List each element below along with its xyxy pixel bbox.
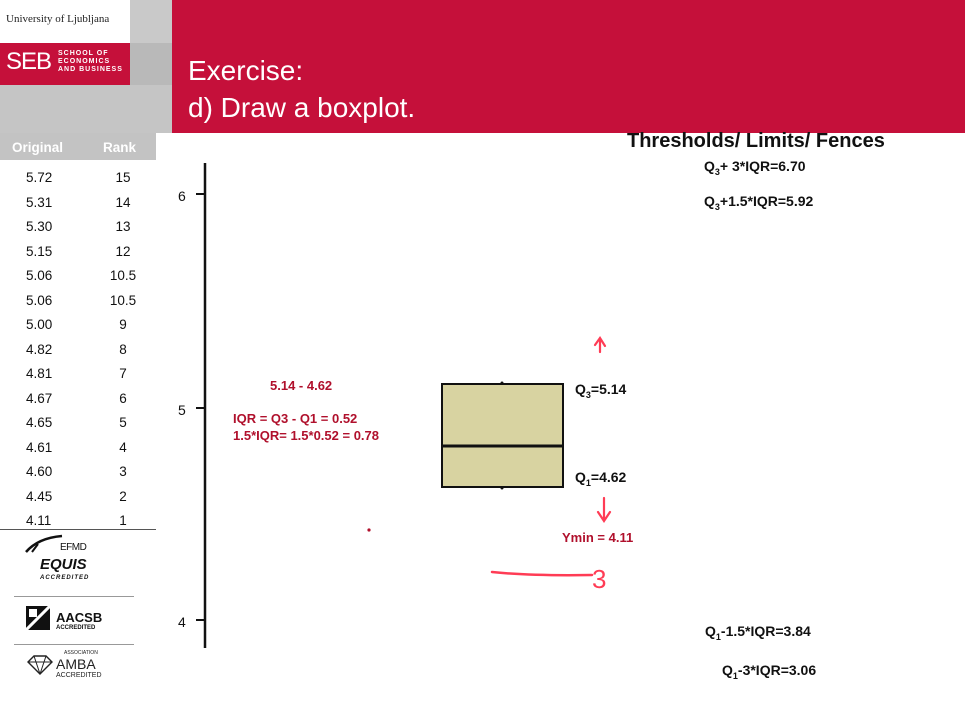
original-value-cell: 5.15 [26,243,53,259]
original-value-cell: 5.30 [26,219,53,234]
original-value-cell: 4.60 [26,464,53,479]
rank-cell: 4 [119,439,127,455]
rank-cell: 6 [119,390,127,406]
original-value-cell: 4.67 [26,390,53,406]
rank-cell: 10.5 [109,268,137,283]
original-value-cell: 5.72 [26,170,53,185]
lower-inner-fence: $Q_1-1.5*IQR=3.84$ [705,623,811,642]
q3-label: $Q_3=5.14$ [575,381,627,400]
tick-label-6: 6 [178,188,186,204]
upper-inner-fence: $Q_3+1.5*IQR=5.92$ [704,193,814,212]
lower-outer-fence: $Q_1-3*IQR=3.06$ [722,662,817,681]
seb-logo-text: SEB [6,48,52,75]
column-header-rank: Rank [103,140,137,155]
rank-cell: 14 [115,194,131,210]
rank-cell: 13 [115,219,131,234]
rank-cell: 1 [119,513,127,528]
rank-cell: 2 [119,488,127,504]
iqr-formula: IQR = Q3 - Q1 = 0.52 [233,411,358,426]
q1-label: $Q_1=4.62$ [575,469,627,488]
iqr-box [442,384,563,487]
rank-cell: 9 [119,317,127,332]
ymin-label: Ymin = 4.11 [562,530,634,545]
red-dot [367,528,370,531]
seb-logo-subtitle: SCHOOL OF ECONOMICS AND BUSINESS [58,50,123,73]
original-value-cell: 4.45 [26,488,53,504]
rank-cell: 5 [119,415,127,430]
title-line-2: d) Draw a boxplot. [188,92,416,123]
university-name: University of Ljubljana [6,13,110,25]
original-value-cell: 4.81 [26,366,53,381]
iqr-1-5-formula: 1.5*IQR= 1.5*0.52 = 0.78 [233,428,379,443]
red-pen-three: 3 [592,564,607,594]
original-value-cell: 5.06 [26,292,53,308]
original-value-cell: 5.06 [26,268,53,283]
tick-label-5: 5 [178,402,186,418]
rank-cell: 15 [115,170,131,185]
original-value-cell: 5.31 [26,194,53,210]
box-top-dot [501,382,504,385]
rank-cell: 10.5 [109,292,137,308]
aacsb-logo: AACSB ACCREDITED [26,606,136,636]
column-header-original: Original [12,140,64,155]
rank-cell: 8 [119,341,127,357]
rank-cell: 7 [119,366,127,381]
box-bottom-dot [501,487,504,490]
original-value-cell: 4.61 [26,439,53,455]
up-arrow-icon [595,338,605,352]
rank-cell: 12 [115,243,131,259]
original-value-cell: 4.11 [26,513,52,528]
fences-heading: Thresholds/ Limits/ Fences [627,130,885,152]
original-value-cell: 4.65 [26,415,53,430]
equis-logo: EFMD EQUIS ACCREDITED [16,534,126,586]
upper-outer-fence: $Q_3+ 3*IQR=6.70$ [704,158,806,177]
amba-logo: ASSOCIATION AMBA ACCREDITED [26,650,136,682]
original-value-cell: 5.00 [26,317,53,332]
quartile-difference: 5.14 - 4.62 [270,378,333,393]
rank-cell: 3 [119,464,127,479]
down-arrow-icon [598,498,610,521]
title-line-1: Exercise: [188,55,304,86]
original-value-cell: 4.82 [26,341,53,357]
tick-label-4: 4 [178,614,186,630]
red-pen-line [492,572,592,575]
